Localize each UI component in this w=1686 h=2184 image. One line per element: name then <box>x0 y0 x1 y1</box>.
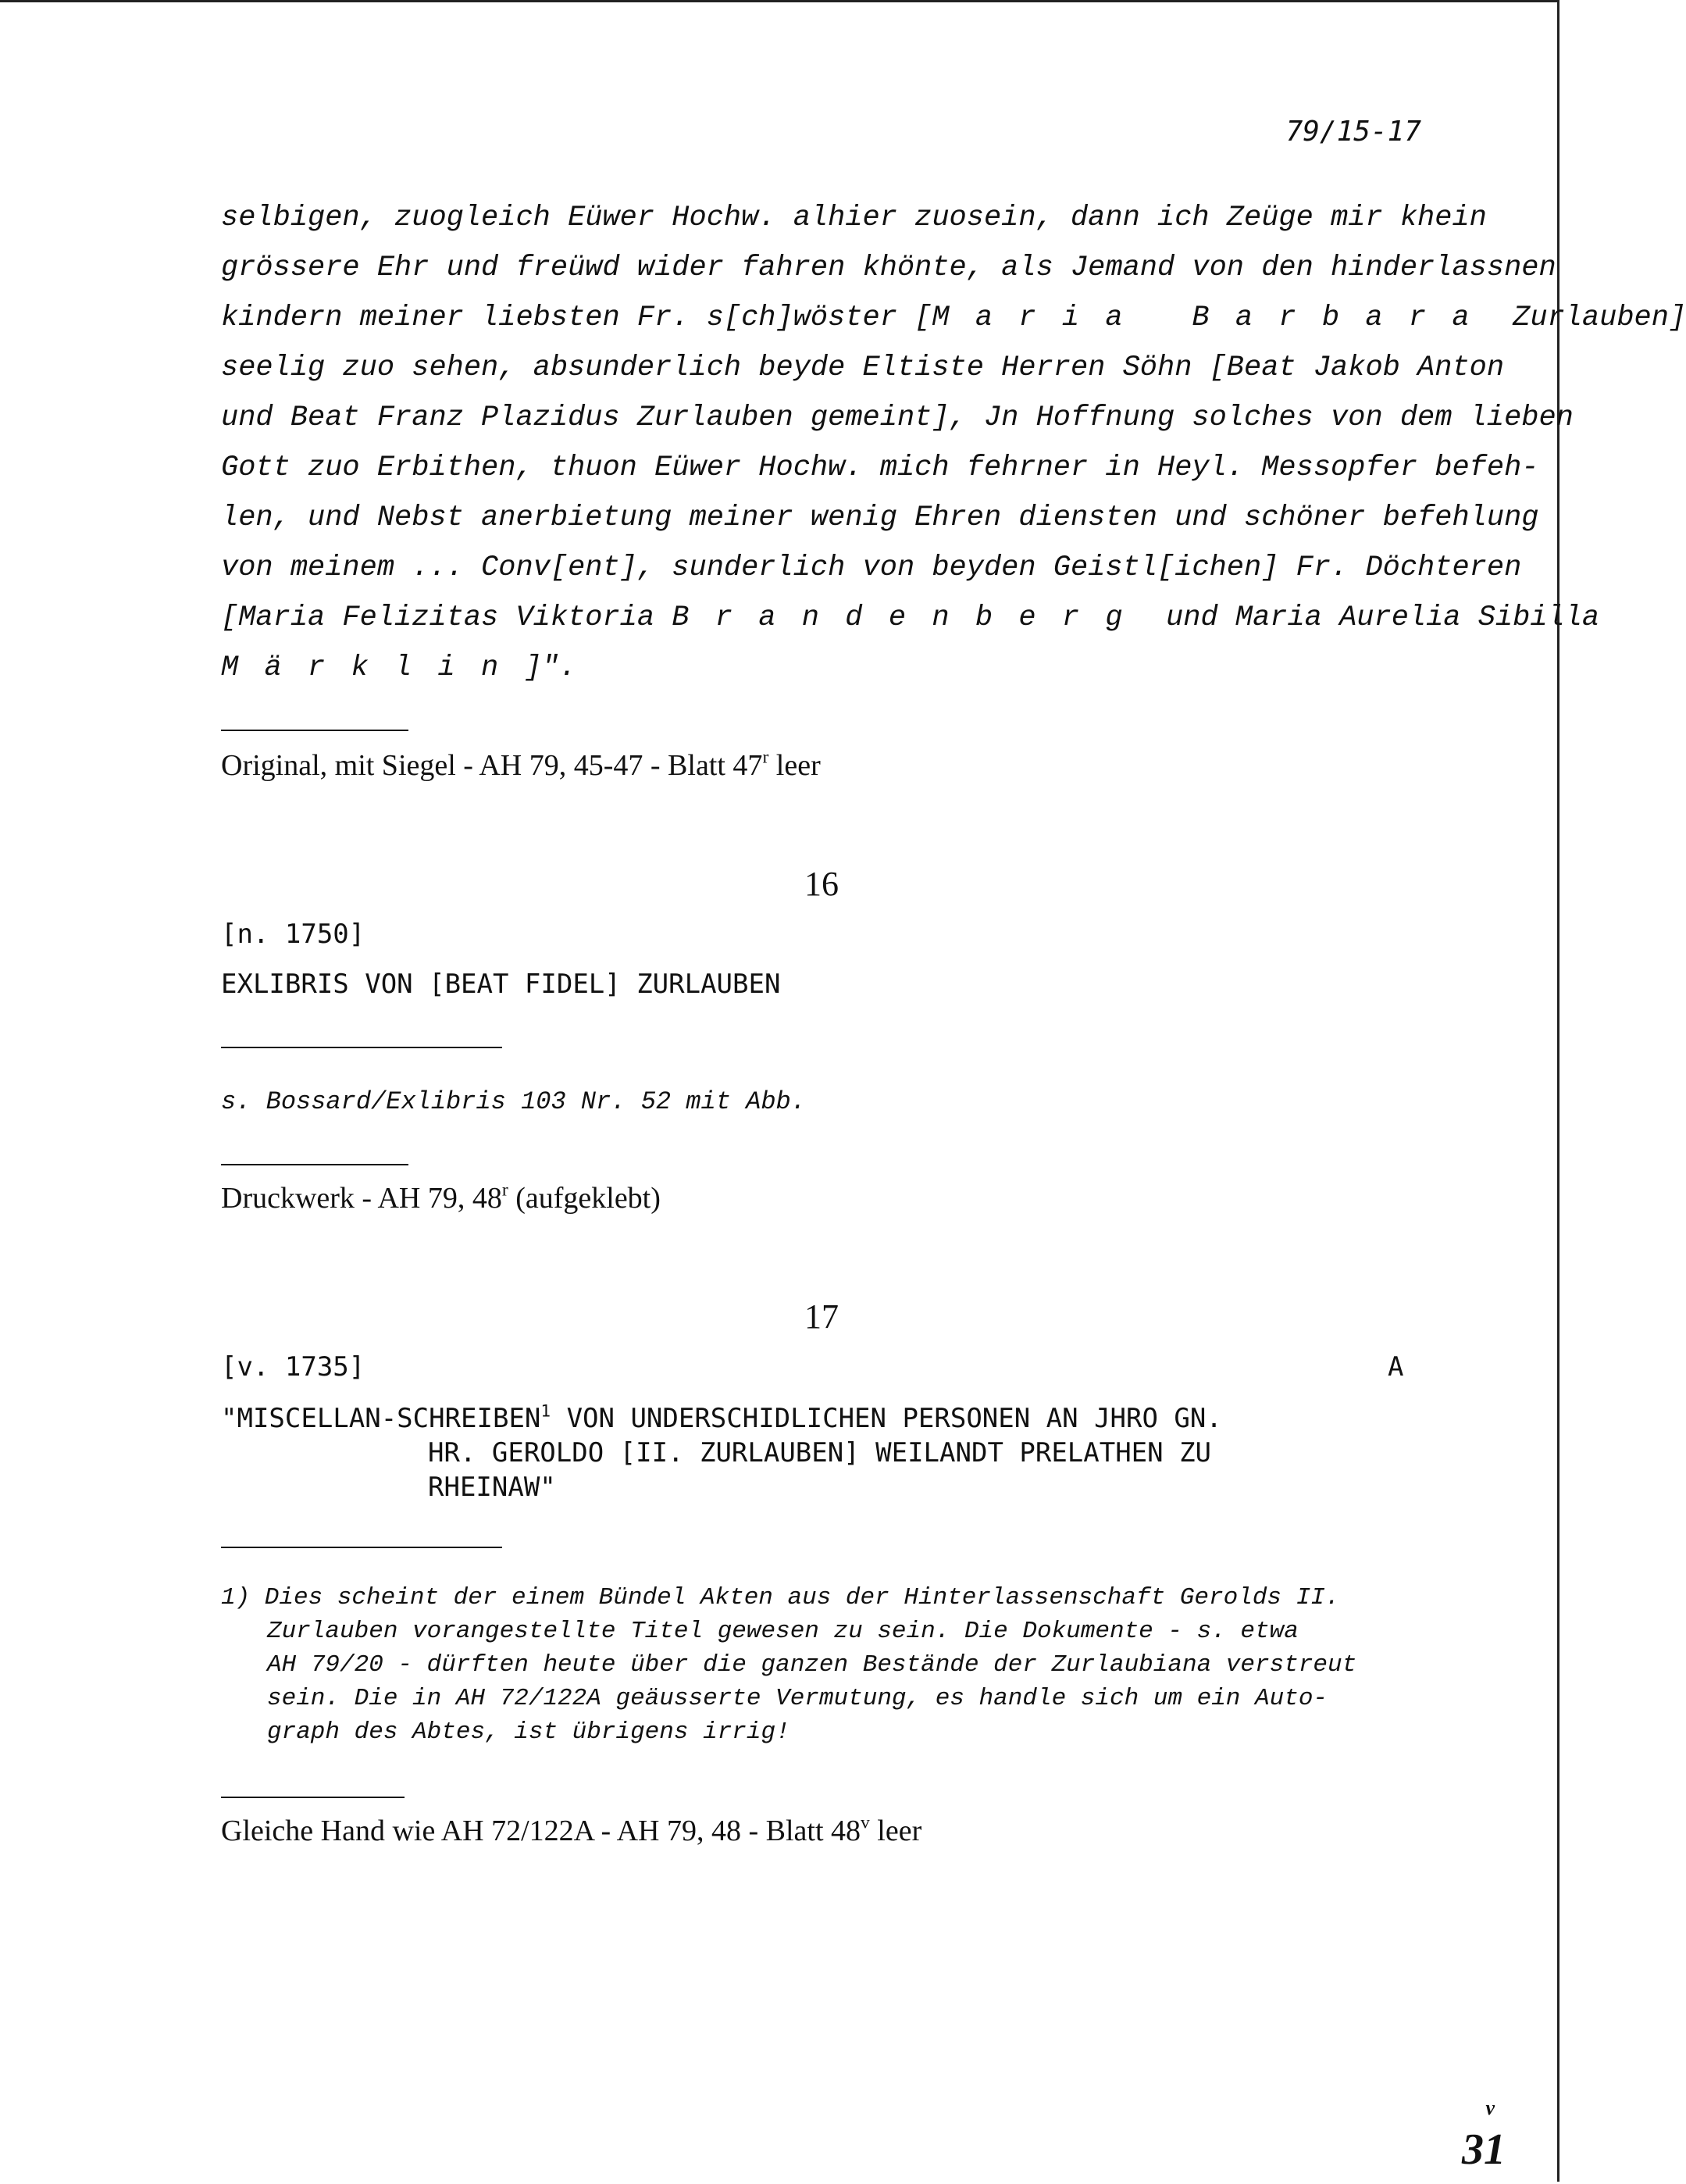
quote-line-9 <box>221 601 1599 634</box>
doc16-title: EXLIBRIS VON [BEAT FIDEL] ZURLAUBEN <box>221 969 781 1000</box>
footnote-line-5: graph des Abtes, ist übrigens irrig! <box>267 1718 790 1746</box>
footnote-line-1: 1) Dies scheint der einem Bündel Akten aus der Hinterlassenschaft Gerolds II. <box>221 1584 1340 1611</box>
doc17-title-start: "MISCELLAN-SCHREIBEN <box>221 1403 541 1434</box>
quote-line-3-start: kindern meiner liebsten Fr. s[ch]wöster [ <box>221 302 932 334</box>
quote-line-4: seelig zuo sehen, absunderlich beyde Eltiste Herren Söhn [Beat Jakob Anton <box>221 352 1505 384</box>
doc16-folio-sup: r <box>501 1179 508 1201</box>
doc15-folio-sup: r <box>762 747 769 768</box>
divider-rule <box>221 730 408 731</box>
divider-rule <box>221 1047 502 1048</box>
doc15-source-note <box>221 748 821 783</box>
doc17-source-tail: leer <box>869 1815 922 1847</box>
quote-line-9-start: [Maria Felizitas Viktoria <box>221 601 672 634</box>
doc16-source-text: Druckwerk - AH 79, 48 <box>221 1182 502 1215</box>
divider-rule <box>221 1164 408 1165</box>
doc17-folio-sup: v <box>861 1812 870 1833</box>
spaced-name-maerklin: Märklin <box>221 651 525 684</box>
doc16-number: 16 <box>804 865 839 903</box>
divider-rule <box>221 1797 405 1798</box>
doc16-source-note <box>221 1181 661 1215</box>
page-reference: 79/15-17 <box>1285 116 1421 148</box>
footnote-line-4: sein. Die in AH 72/122A geäusserte Vermutung, es handle sich um ein Auto- <box>267 1685 1328 1712</box>
quote-line-6: Gott zuo Erbithen, thuon Eüwer Hochw. mich fehrner in Heyl. Messopfer befeh- <box>221 451 1539 484</box>
doc15-source-text: Original, mit Siegel - AH 79, 45-47 - Blatt 47 <box>221 749 763 782</box>
quote-line-1: selbigen, zuogleich Eüwer Hochw. alhier zuosein, dann ich Zeüge mir khein <box>221 202 1487 234</box>
quote-line-10-end: ]". <box>524 651 577 684</box>
doc17-title-line-1 <box>221 1403 1222 1434</box>
quote-line-9-end: und Maria Aurelia Sibilla <box>1148 601 1600 634</box>
doc16-date: [n. 1750] <box>221 919 365 950</box>
quote-line-5: und Beat Franz Plazidus Zurlauben gemeint], Jn Hoffnung solches von dem lieben <box>221 401 1574 434</box>
footnote-line-3: AH 79/20 - dürften heute über die ganzen Bestände der Zurlaubiana verstreut <box>267 1651 1357 1679</box>
quote-line-2: grössere Ehr und freüwd wider fahren khönte, als Jemand von den hinderlassnen <box>221 252 1556 284</box>
divider-rule <box>221 1547 502 1548</box>
quote-line-8: von meinem ... Conv[ent], sunderlich von beyden Geistl[ichen] Fr. Döchteren <box>221 551 1522 584</box>
doc17-date: [v. 1735] <box>221 1351 365 1383</box>
spaced-name-brandenberg: Brandenberg <box>672 601 1149 634</box>
doc16-reference: s. Bossard/Exlibris 103 Nr. 52 mit Abb. <box>221 1087 806 1116</box>
footnote-line-2: Zurlauben vorangestellte Titel gewesen zu sein. Die Dokumente - s. etwa <box>267 1618 1299 1645</box>
doc17-title-line-3: RHEINAW" <box>428 1472 556 1503</box>
doc17-title-line-2: HR. GEROLDO [II. ZURLAUBEN] WEILANDT PRELATHEN ZU <box>428 1437 1212 1468</box>
quote-line-10 <box>221 651 576 684</box>
quote-line-3-end: Zurlauben] <box>1495 302 1686 334</box>
doc17-title-end: VON UNDERSCHIDLICHEN PERSONEN AN JHRO GN. <box>551 1403 1222 1434</box>
quote-line-7: len, und Nebst anerbietung meiner wenig Ehren diensten und schöner befehlung <box>221 501 1539 534</box>
quote-line-3 <box>221 302 1686 334</box>
spaced-name-maria-barbara: Maria Barbara <box>932 302 1495 334</box>
stamp-mark: v <box>1485 2097 1495 2119</box>
stamp-number: 31 <box>1462 2125 1506 2174</box>
doc17-source-text: Gleiche Hand wie AH 72/122A - AH 79, 48 - Blatt 48 <box>221 1815 861 1847</box>
page-number-stamp <box>1462 2097 1506 2175</box>
doc17-number: 17 <box>804 1297 839 1336</box>
doc16-source-tail: (aufgeklebt) <box>508 1182 661 1215</box>
doc15-source-tail: leer <box>768 749 821 782</box>
doc17-source-note <box>221 1814 921 1848</box>
doc17-marker: A <box>1388 1351 1404 1383</box>
footnote-marker: 1 <box>540 1401 551 1421</box>
